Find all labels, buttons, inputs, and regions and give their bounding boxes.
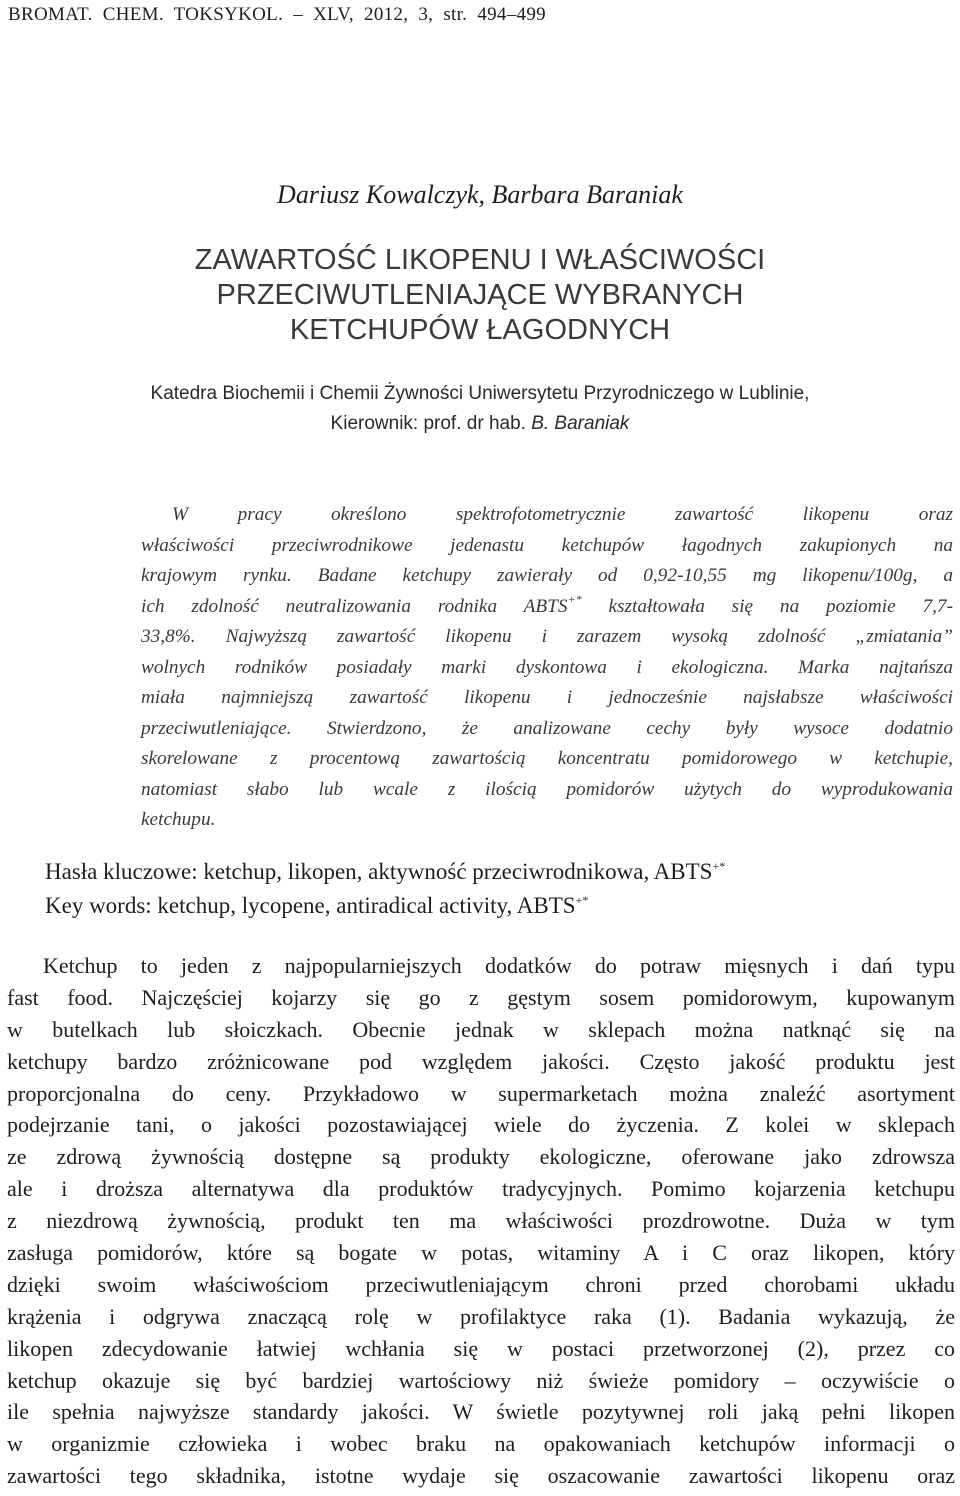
keywords <box>45 855 725 923</box>
body-line: Ketchup to jeden z najpopularniejszych dodatków do potraw mięsnych i dań typu <box>43 953 955 978</box>
abstract-line: właściwości przeciwrodnikowe jedenastu ketchupów łagodnych zakupionych na <box>141 534 953 556</box>
title-line: PRZECIWUTLENIAJĄCE WYBRANYCH <box>216 279 744 311</box>
abstract-line: krajowym rynku. Badane ketchupy zawierały od 0,92-10,55 mg likopenu/100g, a <box>141 565 953 586</box>
journal-header: BROMAT. CHEM. TOKSYKOL. – XLV, 2012, 3, str. 494–499 <box>8 4 546 25</box>
abstract-line: W pracy określono spektrofotometrycznie zawartość likopenu oraz <box>172 504 953 525</box>
title-line: ZAWARTOŚĆ LIKOPENU I WŁAŚCIWOŚCI <box>194 244 766 276</box>
article-title <box>0 243 960 348</box>
abstract-line <box>141 592 953 623</box>
affiliation <box>0 379 960 439</box>
keywords-pl <box>45 855 725 889</box>
body-line: proporcjonalna do ceny. Przykładowo w supermarketach można znaleźć asortyment <box>7 1080 955 1106</box>
abts-superscript: +* <box>567 591 582 606</box>
body-line: w butelkach lub słoiczkach. Obecnie jednak w sklepach można natknąć się na <box>7 1016 955 1042</box>
keywords-pl-text: Hasła kluczowe: ketchup, likopen, aktywność przeciwrodnikowa, ABTS <box>45 859 713 884</box>
abstract-line: przeciwutleniające. Stwierdzono, że analizowane cechy były wysoce dodatnio <box>141 717 953 739</box>
affiliation-prefix: Kierownik: prof. dr hab. <box>330 413 532 434</box>
body-line: ketchupy bardzo zróżnicowane pod względem jakości. Często jakość produktu jest <box>7 1048 955 1074</box>
body-line: zawartości tego składnika, istotne wydaje się oszacowanie zawartości likopenu oraz <box>7 1463 955 1489</box>
abstract-line: skorelowane z procentową zawartością koncentratu pomidorowego w ketchupie, <box>141 748 953 769</box>
body-line: w organizmie człowieka i wobec braku na opakowaniach ketchupów informacji o <box>7 1431 955 1457</box>
affiliation-head <box>0 409 960 439</box>
abstract-line: 33,8%. Najwyższą zawartość likopenu i zarazem wysoką zdolność „zmiatania” <box>141 626 953 647</box>
abstract <box>141 500 953 836</box>
body-line: likopen zdecydowanie łatwiej wchłania się w postaci przetworzonej (2), przez co <box>7 1335 955 1361</box>
body-line: z niezdrową żywnością, produkt ten ma właściwości prozdrowotne. Duża w tym <box>7 1208 955 1234</box>
body-line: dzięki swoim właściwościom przeciwutleniającym chroni przed chorobami układu <box>7 1271 955 1297</box>
body-line: ile spełnia najwyższe standardy jakości. W świetle pozytywnej roli jaką pełni likopen <box>7 1399 955 1425</box>
abstract-line: natomiast słabo lub wcale z ilością pomidorów użytych do wyprodukowania <box>141 778 953 800</box>
abstract-text: ich zdolność neutralizowania rodnika ABTS <box>141 595 568 617</box>
body-line: zasługa pomidorów, które są bogate w potas, witaminy A i C oraz likopen, który <box>7 1240 955 1266</box>
keywords-en <box>45 889 725 923</box>
body-line: ketchup okazuje się być bardziej wartościowy niż świeże pomidory – oczywiście o <box>7 1367 955 1393</box>
body-line: krążenia i odgrywa znaczącą rolę w profilaktyce raka (1). Badania wykazują, że <box>7 1303 955 1329</box>
body-line: ze zdrową żywnością dostępne są produkty ekologiczne, oferowane jako zdrowsza <box>7 1144 955 1170</box>
abstract-line: wolnych rodników posiadały marki dyskontowa i ekologiczna. Marka najtańsza <box>141 656 953 678</box>
affiliation-line: Katedra Biochemii i Chemii Żywności Uniwersytetu Przyrodniczego w Lublinie, <box>150 383 810 404</box>
abstract-line: ketchupu. <box>141 809 216 830</box>
title-line: KETCHUPÓW ŁAGODNYCH <box>289 314 671 346</box>
body-line: podejrzanie tani, o jakości pozostawiającej wiele do życzenia. Z kolei w sklepach <box>7 1112 955 1138</box>
affiliation-head-name: B. Baraniak <box>531 413 630 434</box>
body-line: fast food. Najczęściej kojarzy się go z gęstym sosem pomidorowym, kupowanym <box>7 984 955 1010</box>
keywords-en-text: Key words: ketchup, lycopene, antiradical activity, ABTS <box>45 893 576 918</box>
abts-superscript: +* <box>712 859 726 873</box>
abstract-line: miała najmniejszą zawartość likopenu i jednocześnie najsłabsze właściwości <box>141 687 953 708</box>
abstract-text: kształtowała się na poziomie 7,7- <box>581 595 953 617</box>
authors: Dariusz Kowalczyk, Barbara Baraniak <box>277 180 683 209</box>
body-line: ale i droższa alternatywa dla produktów tradycyjnych. Pomimo kojarzenia ketchupu <box>7 1176 955 1202</box>
body-text <box>7 950 955 1492</box>
abts-superscript: +* <box>575 893 589 907</box>
